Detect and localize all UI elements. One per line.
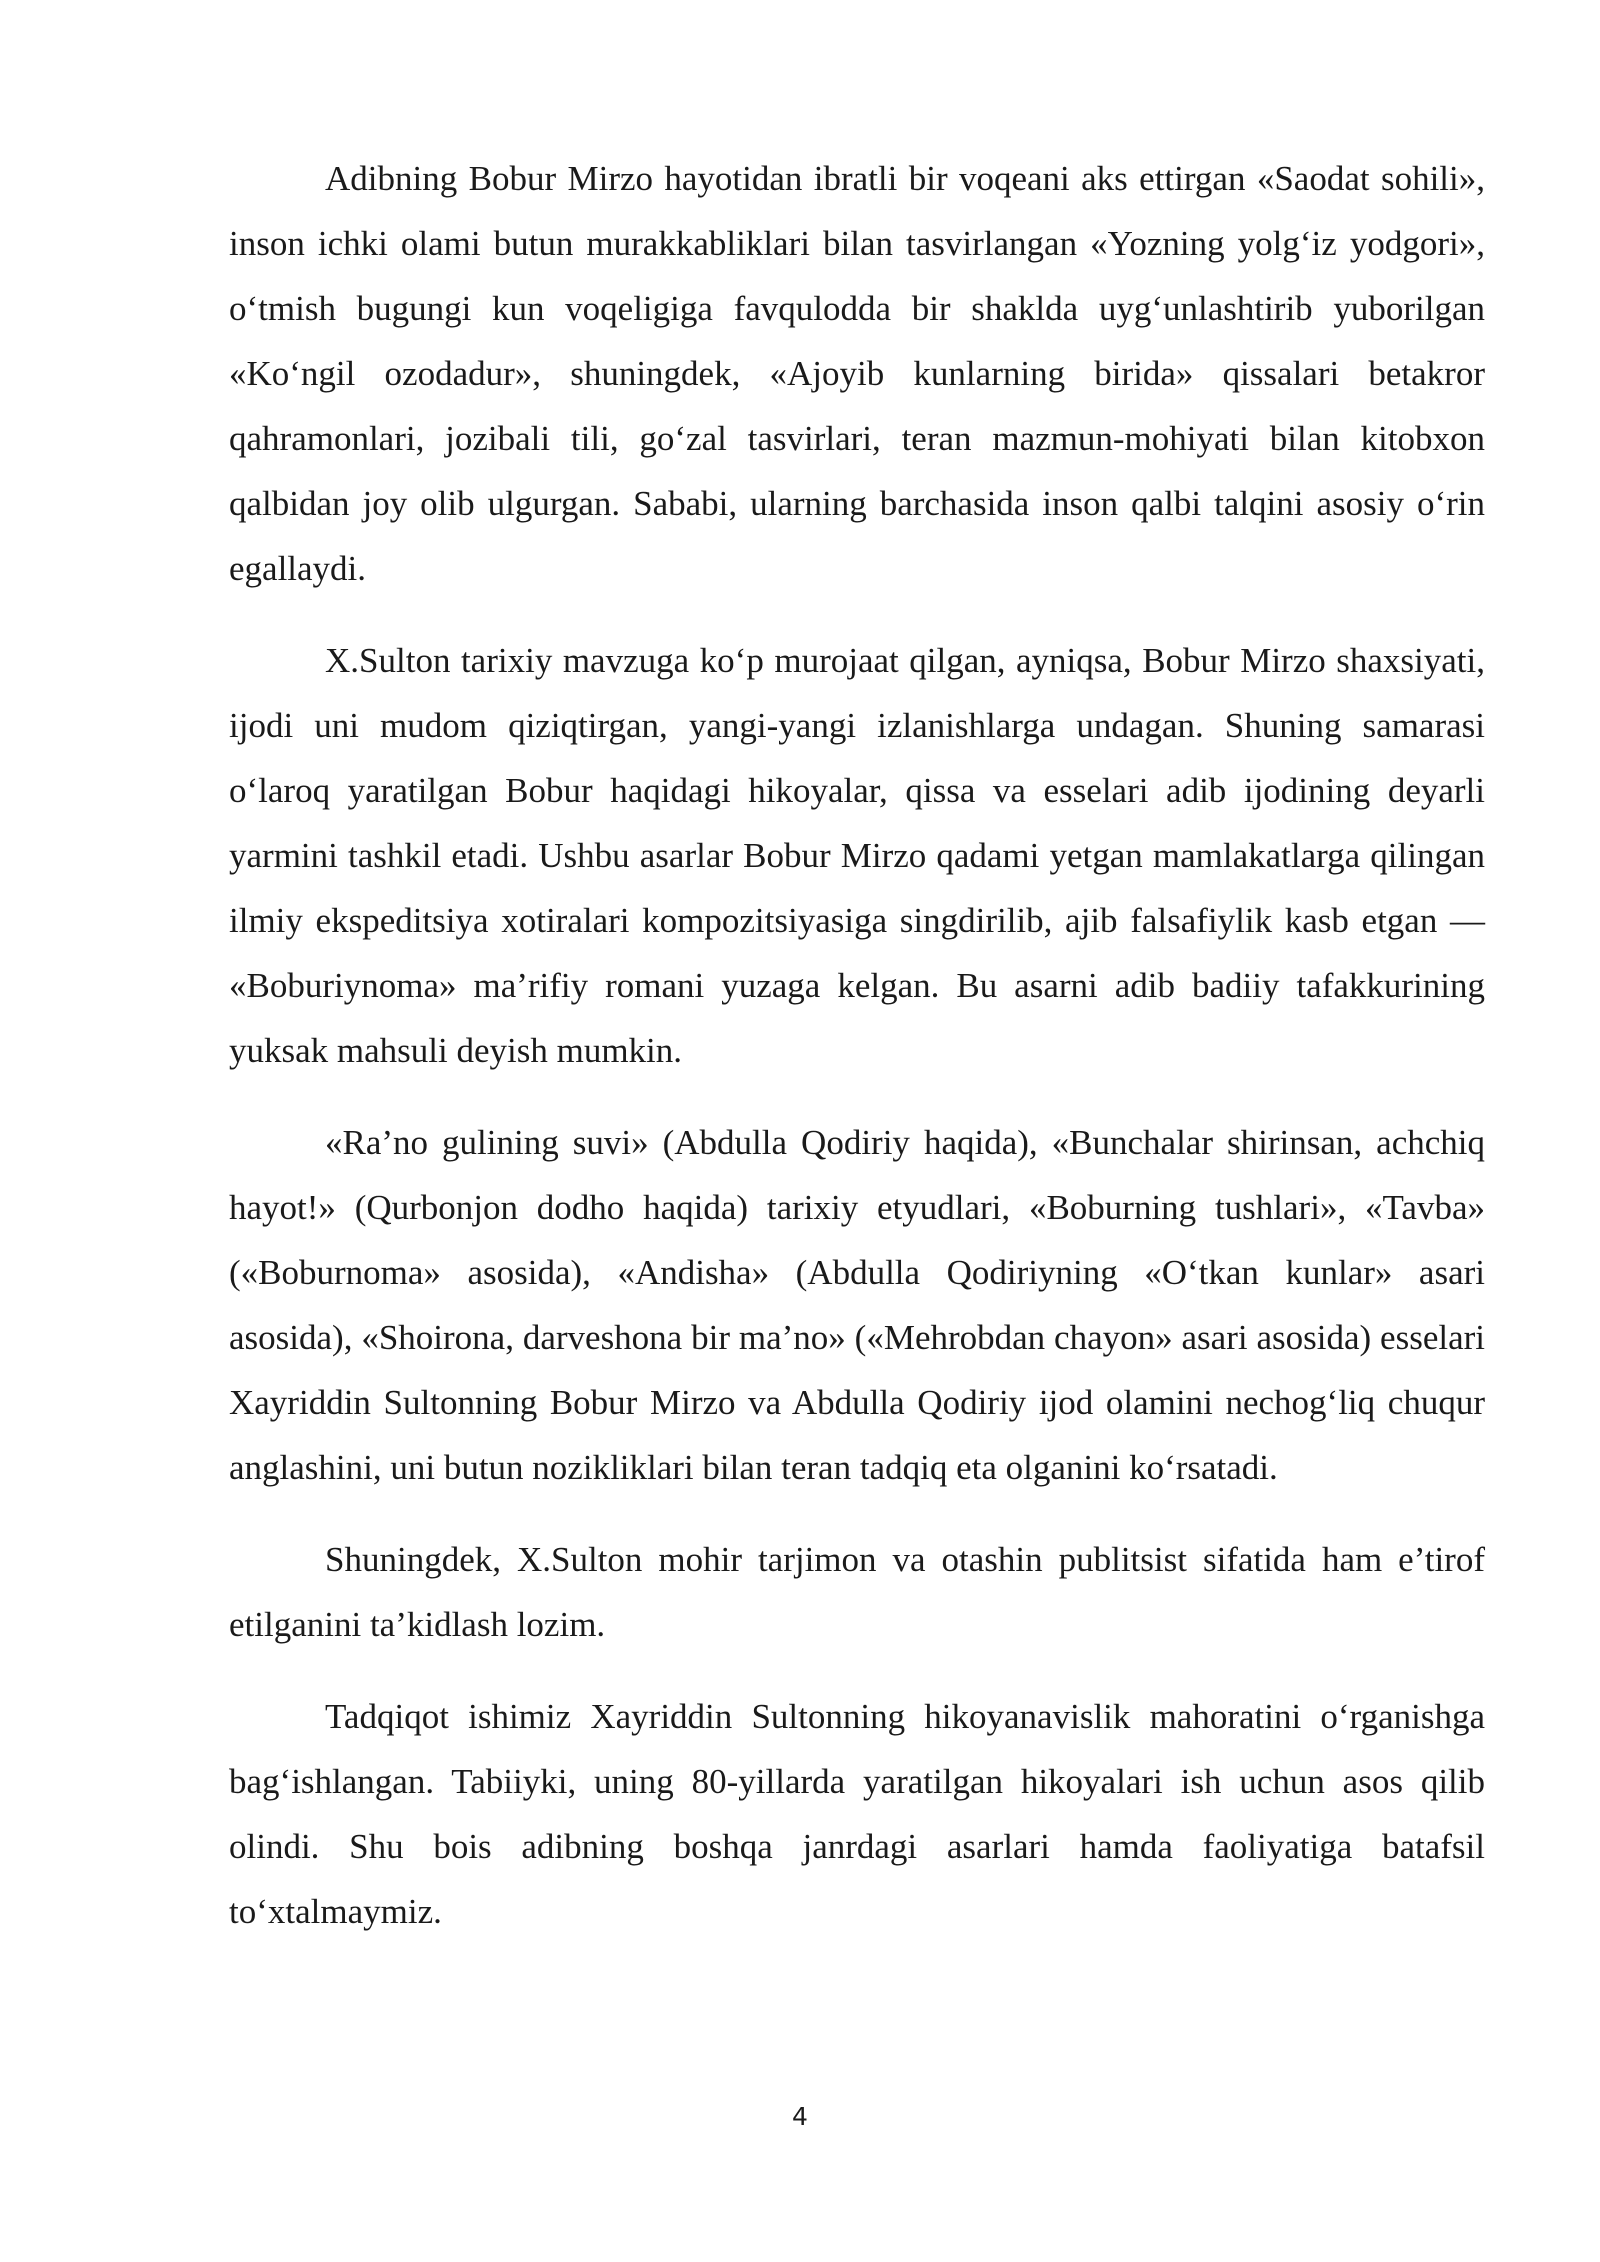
paragraph-4: Shuningdek, X.Sulton mohir tarjimon va otashin publitsist sifatida ham e’tirof etilganini ta’kidlash lozim. — [229, 1540, 1485, 1644]
paragraph-3: «Ra’no gulining suvi» (Abdulla Qodiriy haqida), «Bunchalar shirinsan, achchiq hayot!» (Qurbonjon dodho haqida) tarixiy etyudlari, «Boburning tushlari», «Tavba» («Boburnoma» asosida), «Andisha» (Abdulla Qodiriyning «O‘tkan kunlar» asari asosida), «Shoirona, darveshona bir ma’no» («Mehrobdan chayon» asari asosida) esselari Xayriddin Sultonning Bobur Mirzo va Abdulla Qodiriy ijod olamini nechog‘liq chuqur anglashini, uni butun nozikliklari bilan teran tadqiq eta olganini ko‘rsatadi. — [229, 1123, 1485, 1487]
page-number: 4 — [792, 2102, 808, 2131]
body-text — [229, 146, 1485, 1971]
paragraph-5: Tadqiqot ishimiz Xayriddin Sultonning hikoyanavislik mahoratini o‘rganishga bag‘ishlangan. Tabiiyki, uning 80-yillarda yaratilgan hikoyalari ish uchun asos qilib olindi. Shu bois adibning boshqa janrdagi asarlari hamda faoliyatiga batafsil to‘xtalmaymiz. — [229, 1697, 1485, 1931]
paragraph-1: Adibning Bobur Mirzo hayotidan ibratli bir voqeani aks ettirgan «Saodat sohili», inson ichki olami butun murakkabliklari bilan tasvirlangan «Yozning yolg‘iz yodgori», o‘tmish bugungi kun voqeligiga favqulodda bir shaklda uyg‘unlashtirib yuborilgan «Ko‘ngil ozodadur», shuningdek, «Ajoyib kunlarning birida» qissalari betakror qahramonlari, jozibali tili, go‘zal tasvirlari, teran mazmun-mohiyati bilan kitobxon qalbidan joy olib ulgurgan. Sababi, ularning barchasida inson qalbi talqini asosiy o‘rin egallaydi. — [229, 159, 1485, 588]
paragraph-2: X.Sulton tarixiy mavzuga ko‘p murojaat qilgan, ayniqsa, Bobur Mirzo shaxsiyati, ijodi uni mudom qiziqtirgan, yangi-yangi izlanishlarga undagan. Shuning samarasi o‘laroq yaratilgan Bobur haqidagi hikoyalar, qissa va esselari adib ijodining deyarli yarmini tashkil etadi. Ushbu asarlar Bobur Mirzo qadami yetgan mamlakatlarga qilingan ilmiy ekspeditsiya xotiralari kompozitsiyasiga singdirilib, ajib falsafiylik kasb etgan — «Boburiynoma» ma’rifiy romani yuzaga kelgan. Bu asarni adib badiiy tafakkurining yuksak mahsuli deyish mumkin. — [229, 641, 1485, 1070]
